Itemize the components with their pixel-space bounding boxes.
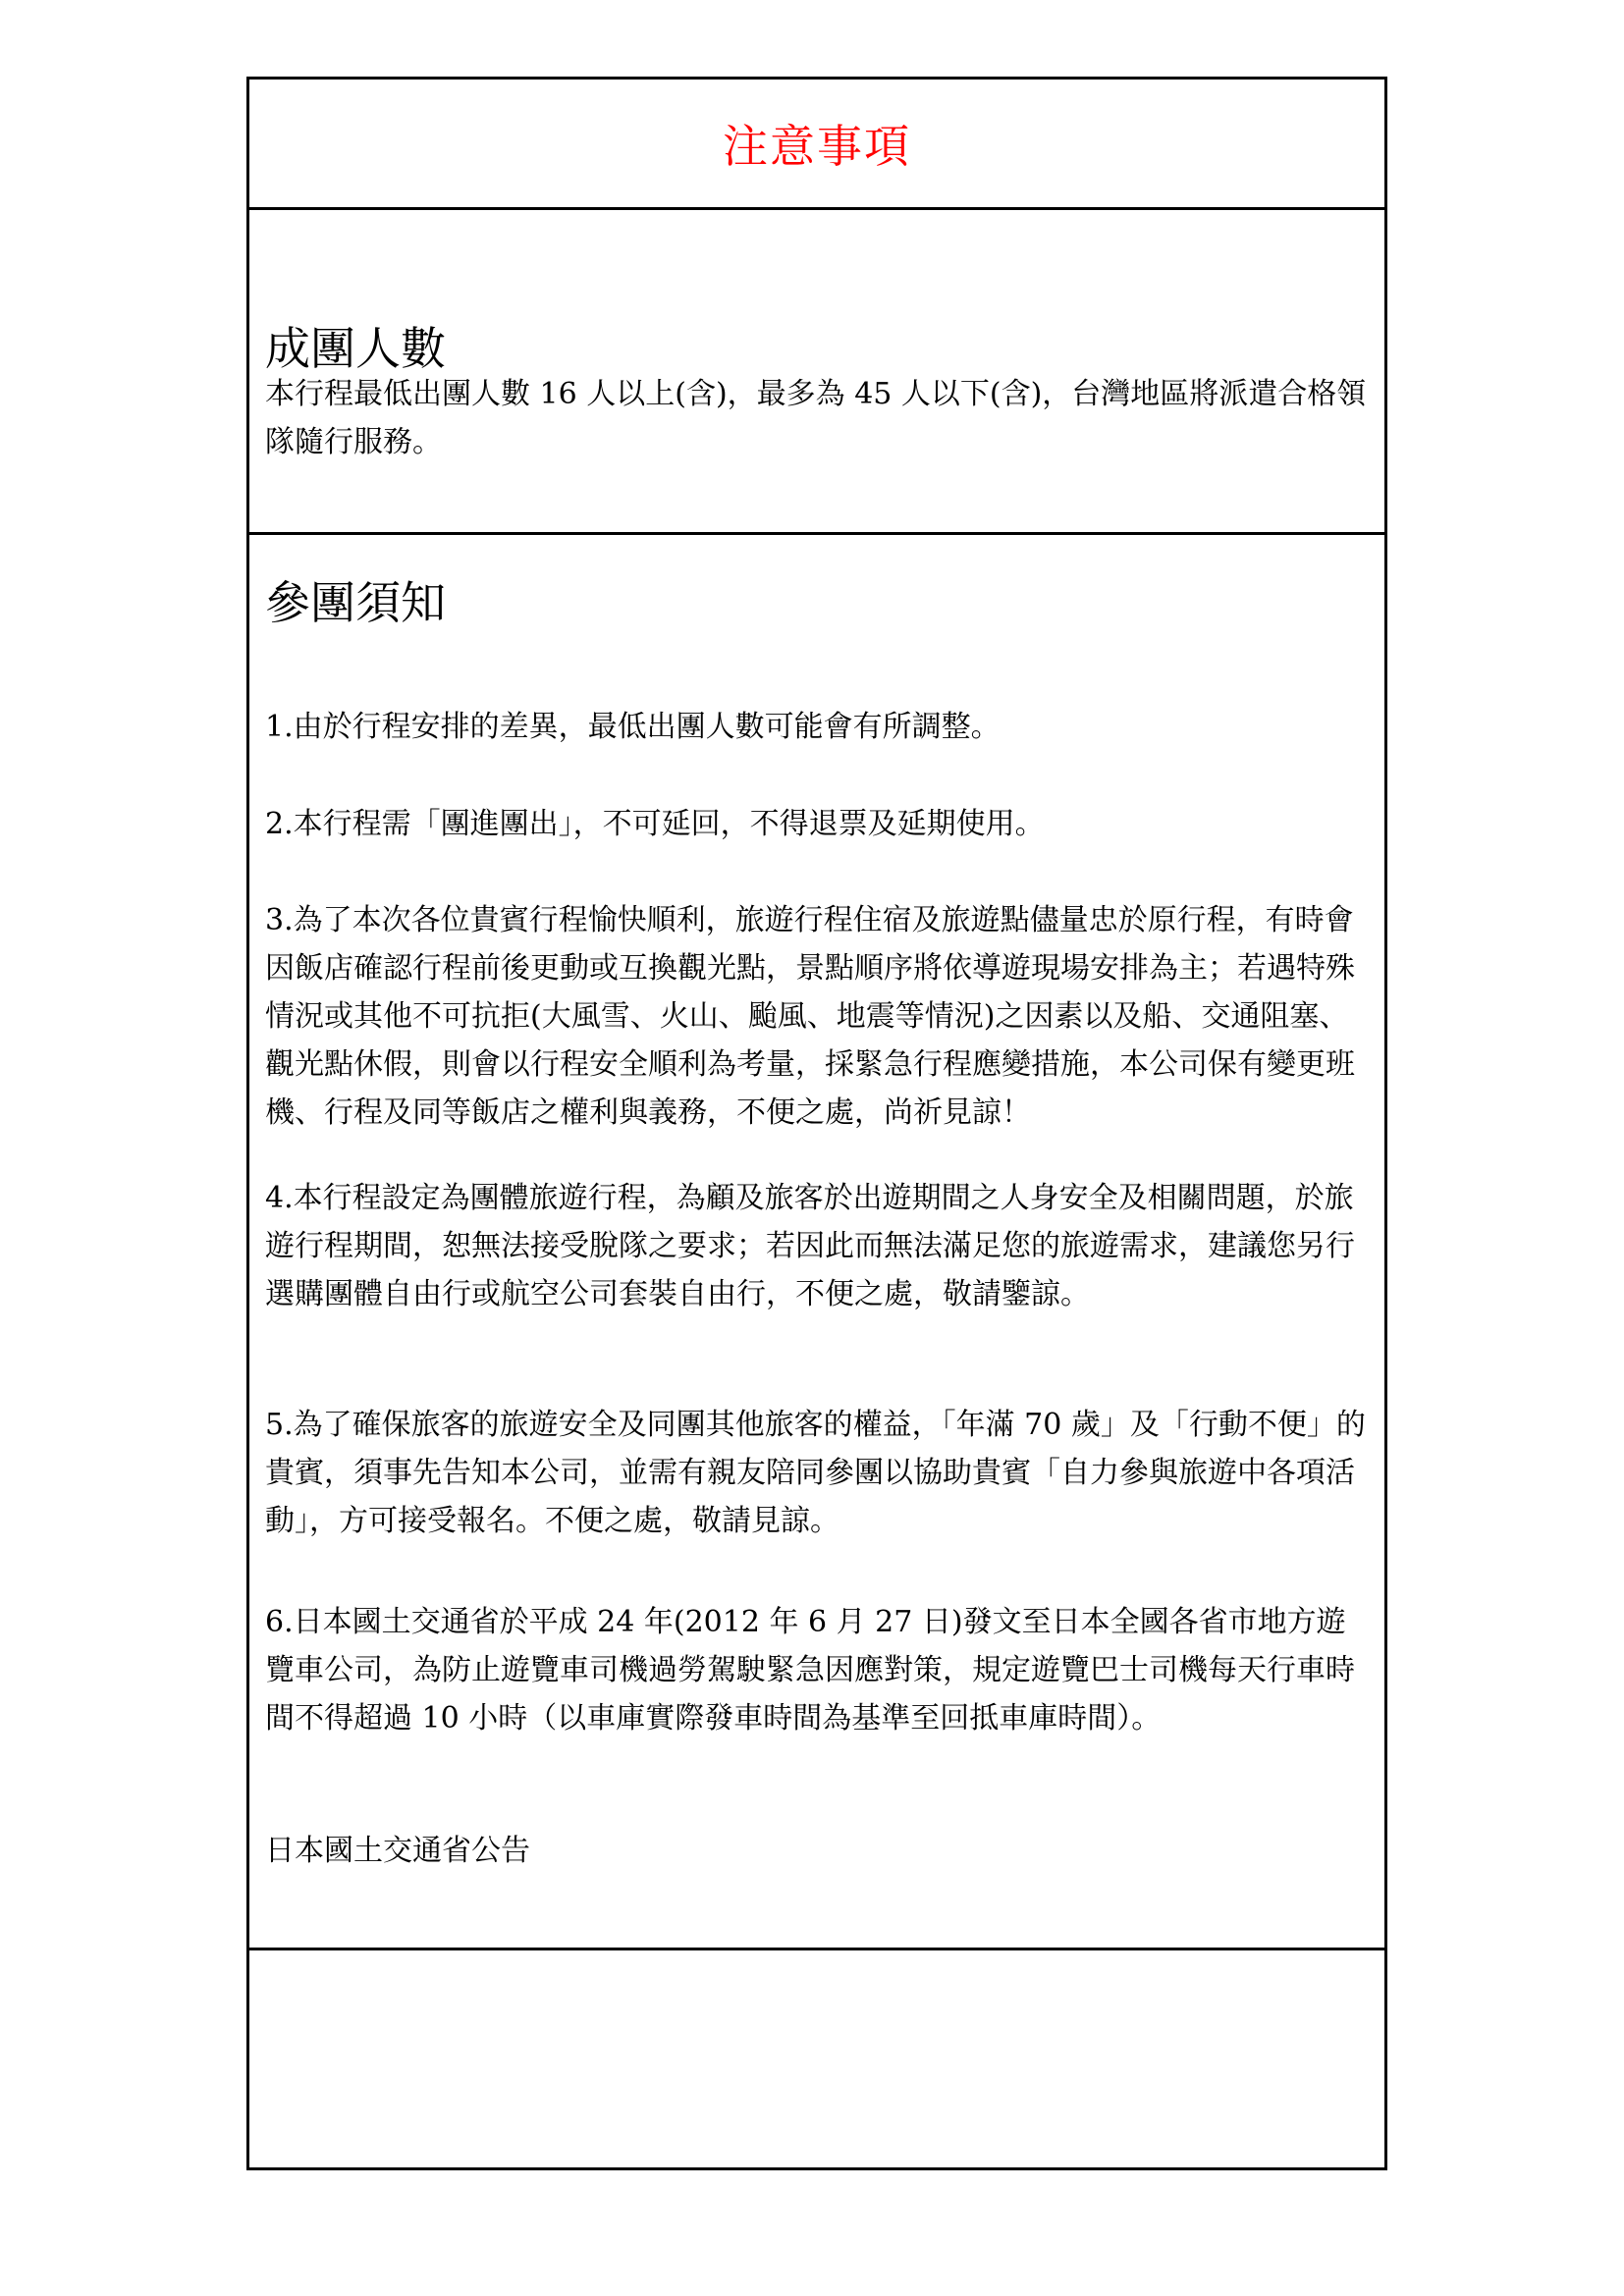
notice-item-6: 6.日本國土交通省於平成 24 年(2012 年 6 月 27 日)發文至日本全國各省市地方遊覽車公司，為防止遊覽車司機過勞駕駛緊急因應對策，規定遊覽巴士司機每天行車時間不得超過 10 小時（以車庫實際發車時間為基準至回抵車庫時間）。 <box>265 1605 1355 1735</box>
notice-item-2: 2.本行程需「團進團出」，不可延回，不得退票及延期使用。 <box>265 807 1045 841</box>
page-title: 注意事項 <box>723 120 911 173</box>
notice-item-4: 4.本行程設定為團體旅遊行程，為顧及旅客於出遊期間之人身安全及相關問題，於旅遊行程期間，恕無法接受脫隊之要求；若因此而無法滿足您的旅遊需求，建議您另行選購團體自由行或航空公司套裝自由行，不便之處，敬請鑒諒。 <box>265 1181 1355 1311</box>
notice-item-5: 5.為了確保旅客的旅遊安全及同團其他旅客的權益，「年滿 70 歲」及「行動不便」的貴賓，須事先告知本公司，並需有親友陪同參團以協助貴賓「自力參與旅遊中各項活動」，方可接受報名。不便之處，敬請見諒。 <box>265 1408 1366 1538</box>
divider <box>249 532 1384 535</box>
group-size-text: 本行程最低出團人數 16 人以上(含)，最多為 45 人以下(含)，台灣地區將派遣合格領隊隨行服務。 <box>265 377 1367 459</box>
notice-item-3: 3.為了本次各位貴賓行程愉快順利，旅遊行程住宿及旅遊點儘量忠於原行程，有時會因飯店確認行程前後更動或互換觀光點，景點順序將依導遊現場安排為主；若遇特殊情況或其他不可抗拒(大風雪、火山、颱風、地震等情況)之因素以及船、交通阻塞、觀光點休假，則會以行程安全順利為考量，採緊急行程應變措施，本公司保有變更班機、行程及同等飯店之權利與義務，不便之處，尚祈見諒！ <box>265 903 1355 1130</box>
empty-row <box>249 1950 1384 2167</box>
notice-item-1: 1.由於行程安排的差異，最低出團人數可能會有所調整。 <box>265 710 1001 744</box>
section-heading-group-size: 成團人數 <box>265 322 446 375</box>
title-row <box>249 80 1384 207</box>
notice-footer: 日本國土交通省公告 <box>265 1834 530 1868</box>
notice-table <box>246 77 1387 2170</box>
section-heading-notice: 參團須知 <box>265 576 446 629</box>
